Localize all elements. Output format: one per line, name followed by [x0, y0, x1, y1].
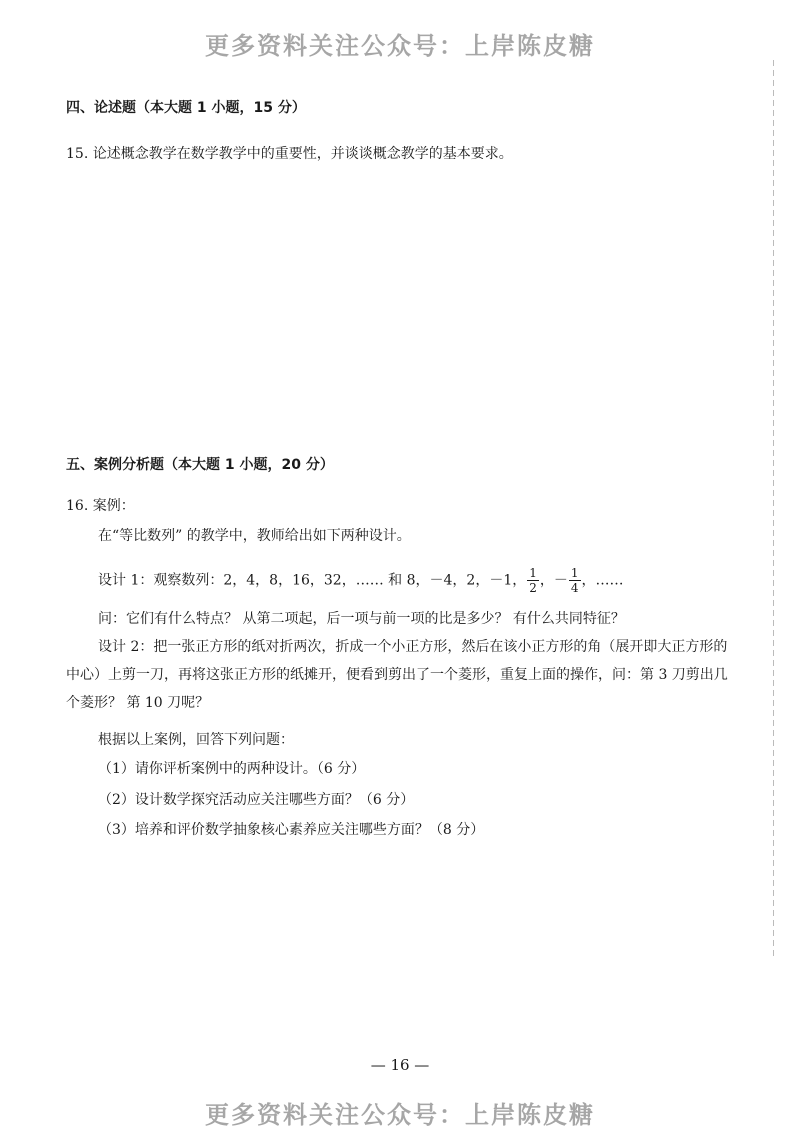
fraction-one-half	[527, 566, 539, 595]
fraction-numerator: 1	[529, 566, 537, 580]
design-2: 设计 2：把一张正方形的纸对折两次，折成一个小正方形，然后在该小正方形的角（展开即大正方形的中心）上剪一刀，再将这张正方形的纸摊开，便看到剪出了一个菱形，重复上面的操作，问：第 3 刀剪出几个菱形？ 第 10 刀呢？	[66, 639, 728, 711]
sub-question-1: （1）请你评析案例中的两种设计。（6 分）	[98, 761, 366, 777]
question-16-label: 16. 案例：	[66, 498, 135, 514]
question-15: 15. 论述概念教学在数学教学中的重要性，并谈谈概念教学的基本要求。	[66, 146, 513, 162]
watermark-top: 更多资料关注公众号：上岸陈皮糖	[205, 32, 595, 60]
fraction-one-quarter	[569, 566, 581, 595]
design-1	[98, 566, 624, 595]
case-intro: 在“等比数列” 的教学中，教师给出如下两种设计。	[98, 528, 411, 544]
fraction-denominator: 4	[570, 581, 579, 595]
watermark-bottom: 更多资料关注公众号：上岸陈皮糖	[205, 1101, 595, 1129]
answer-prompt: 根据以上案例，回答下列问题：	[98, 732, 294, 748]
sub-question-3: （3）培养和评价数学抽象核心素养应关注哪些方面？（8 分）	[98, 822, 485, 838]
design-1-separator: ，－	[539, 572, 568, 589]
fraction-numerator: 1	[570, 566, 579, 580]
design-1-ellipsis: ，……	[581, 572, 624, 589]
page-number: — 16 —	[370, 1056, 430, 1074]
section-5-title: 五、案例分析题（本大题 1 小题，20 分）	[66, 457, 334, 473]
design-1-question: 问：它们有什么特点？ 从第二项起，后一项与前一项的比是多少？ 有什么共同特征？	[98, 611, 625, 627]
sub-question-2: （2）设计数学探究活动应关注哪些方面？（6 分）	[98, 792, 415, 808]
fraction-denominator: 2	[529, 581, 537, 595]
section-4-title: 四、论述题（本大题 1 小题，15 分）	[66, 100, 306, 116]
design-1-text: 设计 1：观察数列：2，4，8，16，32，…… 和 8，－4，2，－1，	[98, 572, 527, 589]
page-edge-rule	[773, 60, 774, 960]
